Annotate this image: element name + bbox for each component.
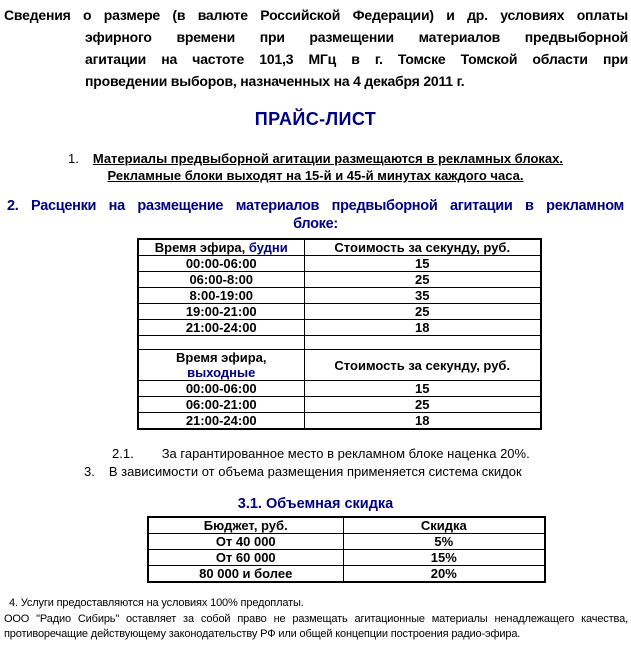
time-cell: 06:00-8:00 xyxy=(138,272,304,288)
spacer-row xyxy=(138,336,541,350)
empty-cell xyxy=(138,336,304,350)
weekend-header-row xyxy=(138,350,541,381)
intro-line: эфирного времени при размещении материалов предвыборной xyxy=(85,29,628,45)
item-2-1-number: 2.1. xyxy=(112,446,134,461)
footer-notes xyxy=(4,596,628,643)
section-2-heading-line-2: блоке: xyxy=(293,215,338,232)
section-2-heading-line-1: 2. Расценки на размещение материалов предвыборной агитации в рекламном xyxy=(7,198,624,214)
intro-line: Сведения о размере (в валюте Российской Федерации) и др. условиях оплаты xyxy=(4,7,628,23)
price-cell: 15 xyxy=(304,381,541,397)
table-row xyxy=(148,566,545,583)
item-1-line-2 xyxy=(0,167,631,184)
item-2-1 xyxy=(112,446,631,462)
weekend-time-header xyxy=(138,350,304,381)
intro-line: проведении выборов, назначенных на 4 декабря 2011 г. xyxy=(85,73,465,89)
discount-header-row xyxy=(148,517,545,534)
price-list-title: ПРАЙС-ЛИСТ xyxy=(254,109,377,129)
item-1 xyxy=(0,150,631,184)
time-cell: 00:00-06:00 xyxy=(138,256,304,272)
footer-item-4: 4. Услуги предоставляются на условиях 100% предоплаты. xyxy=(9,597,304,609)
weekend-time-label: Время эфира, xyxy=(175,350,267,365)
item-1-text-2: Рекламные блоки выходят на 15-й и 45-й минутах каждого часа. xyxy=(107,168,524,183)
table-row xyxy=(138,381,541,397)
weekday-time-label: Время эфира, xyxy=(154,240,246,255)
time-cell: 00:00-06:00 xyxy=(138,381,304,397)
time-cell: 19:00-21:00 xyxy=(138,304,304,320)
table-row xyxy=(138,256,541,272)
price-cell: 25 xyxy=(304,397,541,413)
time-cell: 21:00-24:00 xyxy=(138,320,304,336)
footer-disclaimer-line-2: противоречащие действующему законодательству РФ или общей концепции построения радио-эфира. xyxy=(4,628,521,640)
discount-header: Скидка xyxy=(343,517,545,534)
weekday-time-header xyxy=(138,239,304,256)
price-cell: 15 xyxy=(304,256,541,272)
time-cell: 8:00-19:00 xyxy=(138,288,304,304)
table-row xyxy=(138,272,541,288)
intro-paragraph xyxy=(0,0,631,92)
weekday-price-header: Стоимость за секунду, руб. xyxy=(304,239,541,256)
price-cell: 18 xyxy=(304,413,541,430)
budget-header: Бюджет, руб. xyxy=(148,517,343,534)
table-row xyxy=(138,397,541,413)
weekend-price-header: Стоимость за секунду, руб. xyxy=(304,350,541,381)
table-row xyxy=(138,413,541,430)
budget-cell: От 40 000 xyxy=(148,534,343,550)
price-cell: 25 xyxy=(304,272,541,288)
price-cell: 35 xyxy=(304,288,541,304)
item-2-1-text: За гарантированное место в рекламном блоке наценка 20%. xyxy=(161,446,530,461)
table-row xyxy=(148,550,545,566)
weekday-highlight: будни xyxy=(248,240,288,255)
time-cell: 21:00-24:00 xyxy=(138,413,304,430)
discount-cell: 15% xyxy=(343,550,545,566)
budget-cell: От 60 000 xyxy=(148,550,343,566)
section-3-1-heading: 3.1. Объемная скидка xyxy=(237,496,394,512)
item-1-number: 1. xyxy=(67,151,79,166)
budget-cell: 80 000 и более xyxy=(148,566,343,583)
table-row xyxy=(138,304,541,320)
time-cell: 06:00-21:00 xyxy=(138,397,304,413)
discount-cell: 20% xyxy=(343,566,545,583)
table-row xyxy=(138,320,541,336)
table-row xyxy=(138,288,541,304)
intro-line: агитации на частоте 101,3 МГц в г. Томске Томской области при xyxy=(85,51,628,67)
empty-cell xyxy=(304,336,541,350)
item-3-number: 3. xyxy=(84,464,95,479)
weekday-header-row xyxy=(138,239,541,256)
discount-cell: 5% xyxy=(343,534,545,550)
footer-disclaimer-line-1: ООО "Радио Сибирь" оставляет за собой право не размещать агитационные материалы ненадлежащего качества, xyxy=(4,612,628,625)
section-2-heading xyxy=(0,198,631,233)
table-row xyxy=(148,534,545,550)
price-cell: 18 xyxy=(304,320,541,336)
discount-table xyxy=(147,516,546,583)
item-1-text-1: Материалы предвыборной агитации размещаются в рекламных блоках. xyxy=(92,151,563,166)
item-3-text: В зависимости от объема размещения применяется система скидок xyxy=(108,464,522,479)
price-cell: 25 xyxy=(304,304,541,320)
rate-table xyxy=(137,238,542,430)
item-3 xyxy=(84,464,631,480)
item-1-line-1 xyxy=(0,150,631,167)
weekend-highlight: выходные xyxy=(187,365,256,380)
